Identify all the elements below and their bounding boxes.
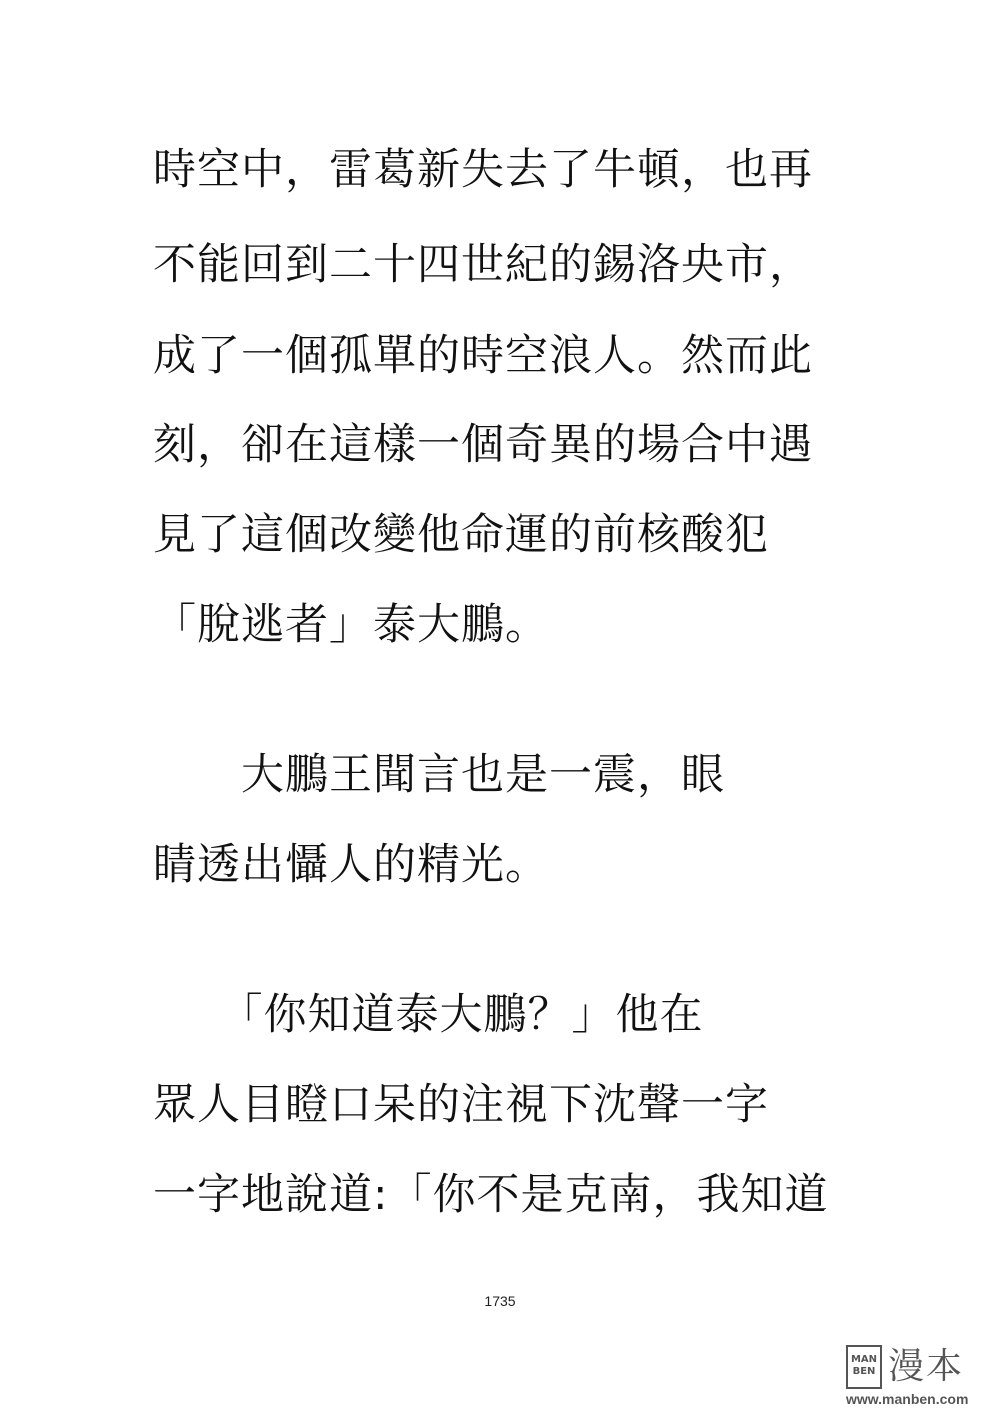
logo-box-top: MAN (850, 1354, 878, 1365)
logo-box-bottom: BEN (852, 1366, 876, 1377)
text-line: 大鵬王聞言也是一震，眼 (153, 750, 725, 800)
logo-url: www.manben.com (846, 1391, 969, 1407)
text-line: 睛透出懾人的精光。 (153, 840, 549, 890)
text-line: 一字地說道:「你不是克南，我知道 (153, 1170, 829, 1220)
text-line: 見了這個改變他命運的前核酸犯 (153, 510, 769, 560)
page-number: 1735 (484, 1293, 516, 1309)
text-line: 眾人目瞪口呆的注視下沈聲一字 (153, 1080, 769, 1130)
text-line: 刻，卻在這樣一個奇異的場合中遇 (153, 420, 813, 470)
text-line: 成了一個孤單的時空浪人。然而此 (153, 331, 813, 381)
text-line: 「脫逃者」泰大鵬。 (153, 600, 549, 650)
text-line: 不能回到二十四世紀的錫洛央市， (153, 240, 813, 290)
logo-box (846, 1345, 882, 1389)
logo-chars: 漫本 (888, 1346, 965, 1387)
text-line: 時空中，雷葛新失去了牛頓，也再 (153, 145, 813, 195)
watermark-logo (846, 1345, 986, 1405)
text-line: 「你知道泰大鵬？」他在 (153, 990, 704, 1040)
